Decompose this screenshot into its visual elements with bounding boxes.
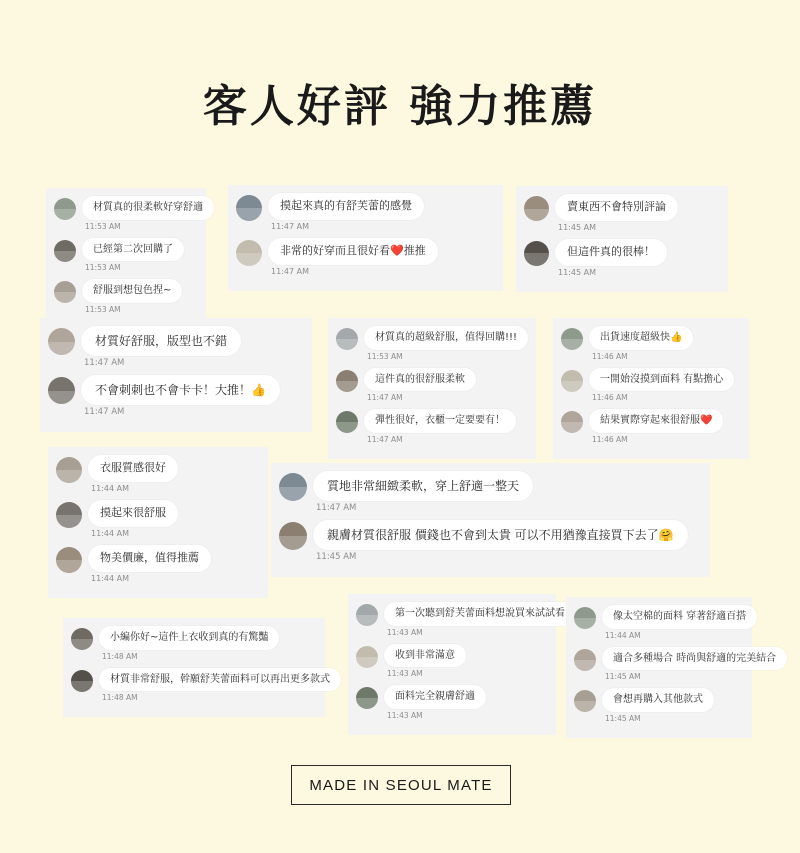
message-time: 11:46 AM xyxy=(592,393,628,402)
list-item xyxy=(561,409,739,449)
message-time: 11:53 AM xyxy=(85,304,121,314)
avatar xyxy=(574,649,596,671)
avatar xyxy=(236,195,262,221)
avatar xyxy=(356,687,378,709)
message-time: 11:43 AM xyxy=(387,669,423,678)
list-item xyxy=(56,545,258,588)
message-bubble: 舒服到想包色捏~ xyxy=(82,279,182,303)
list-item xyxy=(279,471,700,518)
message-bubble: 衣服質感很好 xyxy=(88,455,178,482)
list-item xyxy=(574,647,777,687)
review-group-7 xyxy=(48,447,268,598)
review-group-3 xyxy=(516,186,728,292)
avatar xyxy=(71,628,93,650)
message-time: 11:53 AM xyxy=(85,221,121,231)
message-time: 11:47 AM xyxy=(367,434,403,444)
message-time: 11:53 AM xyxy=(85,263,121,272)
avatar xyxy=(336,411,358,433)
message-bubble: 收到非常滿意 xyxy=(384,644,466,668)
message-time: 11:44 AM xyxy=(605,630,641,640)
brand-badge: MADE IN SEOUL MATE xyxy=(291,765,511,805)
message-time: 11:45 AM xyxy=(605,713,641,723)
message-bubble: 物美價廉，值得推薦 xyxy=(88,545,211,572)
list-item xyxy=(561,326,739,366)
message-time: 11:45 AM xyxy=(558,222,596,232)
message-time: 11:47 AM xyxy=(84,407,125,418)
review-group-4 xyxy=(40,318,312,432)
message-bubble: 親膚材質很舒服 價錢也不會到太貴 可以不用猶豫直接買下去了🤗 xyxy=(313,520,688,550)
page-title: 客人好評 強力推薦 xyxy=(202,81,598,132)
list-item xyxy=(236,193,493,236)
message-bubble: 像太空棉的面料 穿著舒適百搭 xyxy=(602,605,757,629)
list-item xyxy=(54,196,203,236)
avatar xyxy=(56,457,82,483)
review-group-6 xyxy=(553,318,749,459)
message-bubble: 一開始沒摸到面料 有點擔心 xyxy=(589,368,734,392)
avatar xyxy=(279,473,307,501)
message-bubble: 適合多種場合 時尚與舒適的完美結合 xyxy=(602,647,787,671)
list-item xyxy=(48,326,302,373)
message-bubble: 摸起來真的有舒芙蕾的感覺 xyxy=(268,193,424,220)
list-item xyxy=(356,685,546,725)
avatar xyxy=(336,370,358,392)
message-bubble: 賣東西不會特別評論 xyxy=(555,194,678,221)
avatar xyxy=(71,670,93,692)
avatar xyxy=(48,377,75,404)
message-time: 11:44 AM xyxy=(91,483,129,493)
review-group-5 xyxy=(328,318,536,459)
message-bubble: 質地非常細緻柔軟，穿上舒適一整天 xyxy=(313,471,533,501)
list-item xyxy=(574,605,747,645)
message-bubble: 出貨速度超級快👍 xyxy=(589,326,693,350)
avatar xyxy=(336,328,358,350)
message-bubble: 材質好舒服，版型也不錯 xyxy=(81,326,241,356)
avatar xyxy=(54,240,76,262)
avatar xyxy=(236,240,262,266)
message-bubble: 面料完全親膚舒適 xyxy=(384,685,486,709)
review-group-2 xyxy=(228,185,503,291)
message-time: 11:43 AM xyxy=(387,710,423,720)
list-item xyxy=(336,409,526,449)
list-item xyxy=(279,520,700,567)
review-group-11 xyxy=(566,597,777,738)
list-item xyxy=(236,238,493,281)
message-time: 11:46 AM xyxy=(592,434,628,444)
list-item xyxy=(56,500,258,543)
message-time: 11:47 AM xyxy=(271,266,309,276)
message-time: 11:44 AM xyxy=(91,528,129,538)
message-time: 11:45 AM xyxy=(316,552,357,563)
avatar xyxy=(524,241,549,266)
review-group-10 xyxy=(348,594,565,735)
message-bubble: 彈性很好，衣櫃一定要要有！ xyxy=(364,409,516,433)
message-bubble: 材質真的超級舒服，值得回購!!! xyxy=(364,326,528,350)
list-item xyxy=(336,326,526,366)
avatar xyxy=(574,607,596,629)
list-item xyxy=(561,368,739,408)
avatar xyxy=(574,690,596,712)
message-time: 11:47 AM xyxy=(271,221,309,231)
message-time: 11:48 AM xyxy=(102,693,138,702)
avatar xyxy=(356,604,378,626)
message-bubble: 摸起來很舒服 xyxy=(88,500,178,527)
avatar xyxy=(48,328,75,355)
avatar xyxy=(561,328,583,350)
list-item xyxy=(56,455,258,498)
list-item xyxy=(54,238,196,278)
avatar xyxy=(54,281,76,303)
list-item xyxy=(71,626,315,666)
message-time: 11:45 AM xyxy=(605,672,641,681)
avatar xyxy=(279,522,307,550)
message-time: 11:46 AM xyxy=(592,351,628,361)
list-item xyxy=(336,368,526,408)
message-time: 11:47 AM xyxy=(367,393,403,402)
avatar xyxy=(54,198,76,220)
list-item xyxy=(71,668,330,708)
message-bubble: 材質非常舒服，幹願舒芙蕾面料可以再出更多款式 xyxy=(99,668,341,692)
list-item xyxy=(524,239,718,282)
message-time: 11:43 AM xyxy=(387,627,423,637)
message-bubble: 小編你好~這件上衣收到真的有驚豔 xyxy=(99,626,279,650)
message-time: 11:47 AM xyxy=(316,503,357,514)
review-group-1 xyxy=(46,188,206,329)
list-item xyxy=(54,279,196,319)
review-group-8 xyxy=(271,463,710,577)
message-time: 11:44 AM xyxy=(91,573,129,583)
avatar xyxy=(56,547,82,573)
avatar xyxy=(524,196,549,221)
avatar xyxy=(561,370,583,392)
message-bubble: 第一次聽到舒芙蕾面料想說買來試試看 xyxy=(384,602,576,626)
message-bubble: 非常的好穿而且很好看❤️推推 xyxy=(268,238,438,265)
avatar xyxy=(356,646,378,668)
message-bubble: 不會刺刺也不會卡卡！大推！👍 xyxy=(81,375,280,405)
message-bubble: 結果實際穿起來很舒服❤️ xyxy=(589,409,723,433)
review-group-9 xyxy=(63,618,330,717)
list-item xyxy=(356,602,565,642)
message-time: 11:47 AM xyxy=(84,358,125,369)
message-time: 11:48 AM xyxy=(102,651,138,661)
message-bubble: 材質真的很柔軟好穿舒適 xyxy=(82,196,214,220)
message-time: 11:53 AM xyxy=(367,351,403,361)
message-bubble: 這件真的很舒服柔軟 xyxy=(364,368,476,392)
message-bubble: 但這件真的很棒！ xyxy=(555,239,667,266)
list-item xyxy=(524,194,718,237)
message-bubble: 會想再購入其他款式 xyxy=(602,688,714,712)
message-time: 11:45 AM xyxy=(558,267,596,277)
avatar xyxy=(561,411,583,433)
list-item xyxy=(574,688,742,728)
message-bubble: 已經第二次回購了 xyxy=(82,238,184,262)
avatar xyxy=(56,502,82,528)
list-item xyxy=(48,375,302,422)
list-item xyxy=(356,644,546,684)
